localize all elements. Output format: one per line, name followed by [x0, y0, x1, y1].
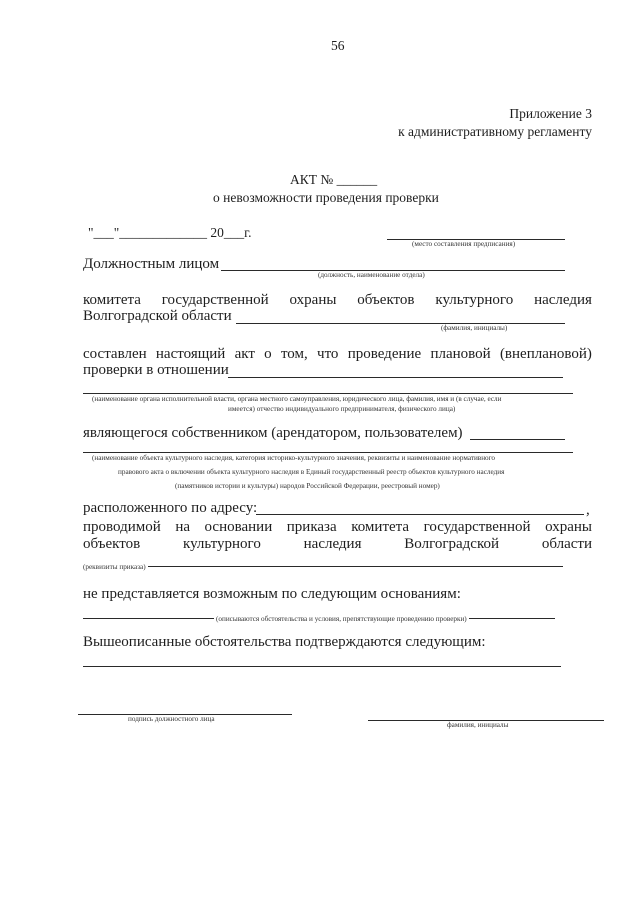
statement-line — [228, 377, 563, 378]
committee-line — [236, 323, 565, 324]
statement-word: том, — [280, 346, 308, 362]
basis-word: охраны — [545, 519, 592, 535]
statement-word: настоящий — [155, 346, 226, 362]
basis-word: комитета — [351, 519, 410, 535]
act-subtitle: о невозможности проведения проверки — [213, 190, 439, 205]
committee-caption: (фамилия, инициалы) — [441, 324, 508, 332]
place-caption: (место составления предписания) — [412, 240, 516, 248]
committee-word: охраны — [289, 292, 337, 308]
owner-line — [470, 439, 565, 440]
confirmed-label: Вышеописанные обстоятельства подтверждаются следующим: — [83, 634, 486, 650]
basis-word: культурного — [183, 536, 261, 552]
basis-line — [83, 566, 563, 567]
committee-word: культурного — [435, 292, 514, 308]
basis-word: области — [541, 536, 592, 552]
basis-word: приказа — [286, 519, 337, 535]
statement-word: акт — [234, 346, 255, 362]
basis-word: Волгоградской — [404, 536, 500, 552]
impossible-label: не представляется возможным по следующим основаниям: — [83, 586, 461, 602]
signature-caption-right: фамилия, инициалы — [447, 721, 509, 729]
owner-caption-2: правового акта о включении объекта культурного наследия в Единый государственный реестр объектов культурного наследия — [118, 468, 505, 476]
statement-word: проведение — [347, 346, 422, 362]
act-title: АКТ № ______ — [290, 172, 378, 187]
basis-caption: (реквизиты приказа) — [83, 563, 146, 571]
basis-line-1 — [83, 519, 592, 536]
statement-line-full — [83, 393, 573, 394]
impossible-caption: (описываются обстоятельства и условия, препятствующие проведению проверки) — [216, 615, 467, 623]
basis-word: наследия — [303, 536, 362, 552]
owner-caption-1: (наименование объекта культурного наследия, категория историко-культурного значения, реквизиты и наименование нормативного — [92, 454, 496, 462]
statement-caption-1: (наименование органа исполнительной власти, органа местного самоуправления, юридического лица, фамилия, имя и (в случае, если — [92, 395, 502, 403]
confirmed-line — [83, 666, 561, 667]
statement-word: что — [317, 346, 339, 362]
basis-word: на — [175, 519, 190, 535]
statement-word: составлен — [83, 346, 147, 362]
basis-word: проводимой — [83, 519, 161, 535]
committee-line-1 — [83, 292, 592, 309]
owner-caption-3: (памятников истории и культуры) народов Российской Федерации, реестровый номер) — [175, 482, 440, 490]
address-label: расположенного по адресу: — [83, 500, 258, 516]
statement-word: о — [264, 346, 272, 362]
committee-word: объектов — [357, 292, 415, 308]
committee-word: наследия — [534, 292, 592, 308]
committee-word: комитета — [83, 292, 141, 308]
address-line — [256, 514, 584, 515]
date-field: "___"_____________ 20___г. — [88, 225, 252, 240]
basis-line-2 — [83, 536, 592, 553]
appendix-line-2: к административному регламенту — [398, 124, 592, 139]
owner-line-full — [83, 452, 573, 453]
page-number: 56 — [331, 38, 345, 53]
owner-label: являющегося собственником (арендатором, пользователем) — [83, 425, 463, 441]
basis-word: государственной — [423, 519, 531, 535]
statement-line-2: проверки в отношении — [83, 362, 229, 378]
basis-word: объектов — [83, 536, 141, 552]
basis-word: основании — [204, 519, 273, 535]
appendix-line-1: Приложение 3 — [509, 106, 592, 121]
statement-line-1 — [83, 346, 592, 363]
address-comma: , — [586, 502, 590, 518]
signature-caption-left: подпись должностного лица — [128, 715, 215, 723]
statement-word: (внеплановой) — [499, 346, 592, 362]
statement-word: плановой — [430, 346, 491, 362]
committee-line-2: Волгоградской области — [83, 308, 232, 324]
official-caption: (должность, наименование отдела) — [318, 271, 425, 279]
committee-word: государственной — [161, 292, 269, 308]
official-label: Должностным лицом — [83, 256, 220, 272]
statement-caption-2: имеется) отчество индивидуального предпринимателя, физического лица) — [228, 405, 456, 413]
